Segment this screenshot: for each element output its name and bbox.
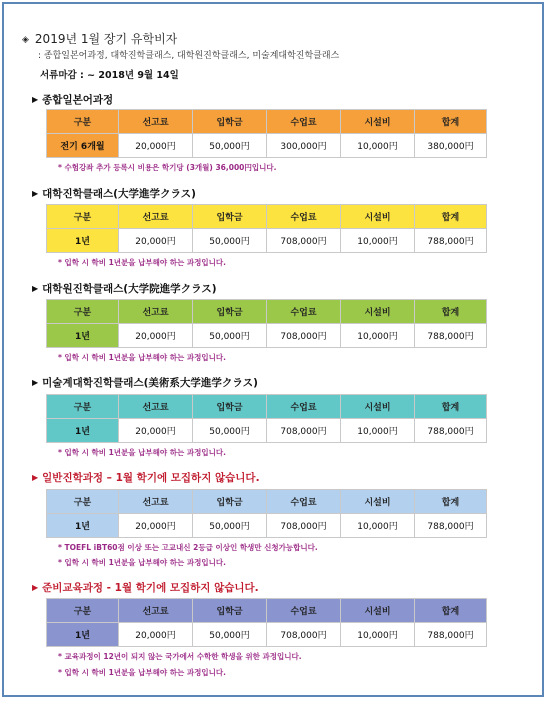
triangle-bullet-icon: ▶ <box>32 284 39 293</box>
column-header: 구분 <box>47 395 119 419</box>
fee-cell: 708,000円 <box>267 419 341 443</box>
page-title-text: 2019년 1월 장기 유학비자 <box>34 32 178 46</box>
period-cell: 전기 6개월 <box>47 134 119 158</box>
table-row <box>47 134 487 158</box>
fee-cell: 10,000円 <box>341 419 415 443</box>
column-header: 선고료 <box>119 300 193 324</box>
fee-table <box>46 394 487 443</box>
column-header: 시설비 <box>341 395 415 419</box>
column-header: 구분 <box>47 490 119 514</box>
column-header: 선고료 <box>119 599 193 623</box>
triangle-bullet-icon: ▶ <box>32 378 39 387</box>
fee-cell: 708,000円 <box>267 229 341 253</box>
section-note: * 입학 시 학비 1년분을 납부해야 하는 과정입니다. <box>58 558 226 567</box>
column-header: 시설비 <box>341 599 415 623</box>
column-header: 합계 <box>415 300 487 324</box>
table-row <box>47 229 487 253</box>
fee-cell: 50,000円 <box>193 134 267 158</box>
section-title-text: 종합일본어과정 <box>42 94 114 106</box>
fee-cell: 50,000円 <box>193 419 267 443</box>
column-header: 입학금 <box>193 395 267 419</box>
application-deadline: 서류마감 : ~ 2018년 9월 14일 <box>40 70 179 81</box>
column-header: 선고료 <box>119 395 193 419</box>
table-header-row <box>47 490 487 514</box>
fee-cell: 10,000円 <box>341 623 415 647</box>
column-header: 구분 <box>47 205 119 229</box>
table-header-row <box>47 300 487 324</box>
period-cell: 1년 <box>47 514 119 538</box>
fee-table <box>46 598 487 647</box>
section-title-text: 대학진학클래스(大学進学クラス) <box>42 188 196 200</box>
section-title-text: 미술계대학진학클래스(美術系大学進学クラス) <box>42 377 258 389</box>
section-title <box>32 470 260 485</box>
fee-cell: 300,000円 <box>267 134 341 158</box>
column-header: 구분 <box>47 300 119 324</box>
fee-cell: 10,000円 <box>341 134 415 158</box>
triangle-bullet-icon: ▶ <box>32 95 39 104</box>
period-cell: 1년 <box>47 623 119 647</box>
fee-table <box>46 489 487 538</box>
column-header: 합계 <box>415 599 487 623</box>
fee-cell: 50,000円 <box>193 324 267 348</box>
column-header: 합계 <box>415 395 487 419</box>
table-row <box>47 514 487 538</box>
fee-cell: 20,000円 <box>119 324 193 348</box>
column-header: 합계 <box>415 205 487 229</box>
section-title-text: 대학원진학클래스(大学院進学クラス) <box>42 283 217 295</box>
section-note: * 입학 시 학비 1년분을 납부해야 하는 과정입니다. <box>58 448 226 457</box>
fee-cell: 788,000円 <box>415 623 487 647</box>
column-header: 수업료 <box>267 490 341 514</box>
column-header: 구분 <box>47 599 119 623</box>
column-header: 시설비 <box>341 205 415 229</box>
column-header: 수업료 <box>267 599 341 623</box>
page-title <box>22 30 177 47</box>
triangle-bullet-icon: ▶ <box>32 583 39 592</box>
section-title <box>32 580 259 595</box>
section-note: * 수험강좌 추가 등록시 비용은 학기당 (3개월) 36,000円입니다. <box>58 163 277 172</box>
section-title <box>32 281 217 296</box>
fee-cell: 10,000円 <box>341 324 415 348</box>
table-header-row <box>47 205 487 229</box>
fee-table <box>46 299 487 348</box>
column-header: 시설비 <box>341 300 415 324</box>
column-header: 입학금 <box>193 599 267 623</box>
column-header: 합계 <box>415 110 487 134</box>
table-row <box>47 623 487 647</box>
fee-cell: 788,000円 <box>415 324 487 348</box>
section-title-text: 일반진학과정 – 1월 학기에 모집하지 않습니다. <box>42 472 260 484</box>
table-header-row <box>47 110 487 134</box>
fee-cell: 20,000円 <box>119 419 193 443</box>
column-header: 선고료 <box>119 490 193 514</box>
fee-cell: 20,000円 <box>119 623 193 647</box>
fee-cell: 380,000円 <box>415 134 487 158</box>
section-title <box>32 186 196 201</box>
course-list: : 종합일본어과정, 대학진학클래스, 대학원진학클래스, 미술계대학진학클래스 <box>38 51 340 61</box>
fee-cell: 20,000円 <box>119 514 193 538</box>
column-header: 입학금 <box>193 490 267 514</box>
fee-cell: 708,000円 <box>267 623 341 647</box>
column-header: 선고료 <box>119 205 193 229</box>
table-row <box>47 324 487 348</box>
column-header: 입학금 <box>193 205 267 229</box>
fee-cell: 788,000円 <box>415 419 487 443</box>
table-header-row <box>47 599 487 623</box>
fee-table <box>46 109 487 158</box>
column-header: 시설비 <box>341 110 415 134</box>
diamond-bullet-icon: ◈ <box>22 35 29 45</box>
fee-cell: 50,000円 <box>193 229 267 253</box>
triangle-bullet-icon: ▶ <box>32 189 39 198</box>
column-header: 수업료 <box>267 110 341 134</box>
section-note: * 입학 시 학비 1년분을 납부해야 하는 과정입니다. <box>58 668 226 677</box>
section-title-text: 준비교육과정 - 1월 학기에 모집하지 않습니다. <box>42 582 259 594</box>
column-header: 수업료 <box>267 300 341 324</box>
column-header: 구분 <box>47 110 119 134</box>
section-title <box>32 375 258 390</box>
period-cell: 1년 <box>47 419 119 443</box>
fee-table <box>46 204 487 253</box>
triangle-bullet-icon: ▶ <box>32 473 39 482</box>
column-header: 합계 <box>415 490 487 514</box>
section-note: * 입학 시 학비 1년분을 납부해야 하는 과정입니다. <box>58 353 226 362</box>
column-header: 선고료 <box>119 110 193 134</box>
period-cell: 1년 <box>47 324 119 348</box>
table-header-row <box>47 395 487 419</box>
table-row <box>47 419 487 443</box>
period-cell: 1년 <box>47 229 119 253</box>
column-header: 입학금 <box>193 300 267 324</box>
section-title <box>32 92 113 107</box>
fee-cell: 20,000円 <box>119 229 193 253</box>
column-header: 수업료 <box>267 395 341 419</box>
fee-cell: 788,000円 <box>415 514 487 538</box>
fee-cell: 708,000円 <box>267 324 341 348</box>
fee-cell: 20,000円 <box>119 134 193 158</box>
section-note: * 입학 시 학비 1년분을 납부해야 하는 과정입니다. <box>58 258 226 267</box>
column-header: 입학금 <box>193 110 267 134</box>
fee-cell: 50,000円 <box>193 514 267 538</box>
column-header: 수업료 <box>267 205 341 229</box>
section-note: * TOEFL iBT60점 이상 또는 고교내신 2등급 이상인 학생만 신청가능합니다. <box>58 543 318 552</box>
fee-cell: 788,000円 <box>415 229 487 253</box>
column-header: 시설비 <box>341 490 415 514</box>
fee-cell: 10,000円 <box>341 229 415 253</box>
section-note: * 교육과정이 12년이 되지 않는 국가에서 수학한 학생을 위한 과정입니다. <box>58 652 302 661</box>
fee-cell: 10,000円 <box>341 514 415 538</box>
fee-cell: 708,000円 <box>267 514 341 538</box>
fee-cell: 50,000円 <box>193 623 267 647</box>
